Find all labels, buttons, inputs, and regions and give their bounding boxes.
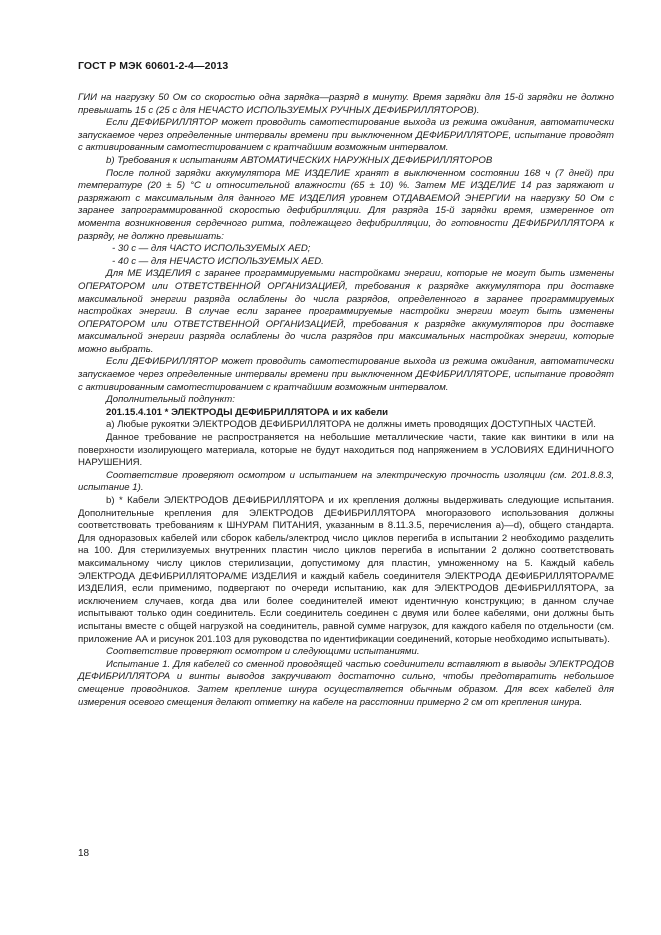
list-item: - 40 с — для НЕЧАСТО ИСПОЛЬЗУЕМЫХ AED. [112, 255, 324, 267]
paragraph-test-1: Испытание 1. Для кабелей со сменной проводящей частью соединители вставляют в выводы ЭЛЕКТРОДОВ ДЕФИБРИЛЛЯТОРА и винты выводов закручивают достаточно сильно, чтобы предотвратить небольшое смещение проводников. Затем крепление шнура осуществляется обычным образом. Для всех кабелей для измерения осевого смещения делают отметку на кабеле на расстоянии примерно 2 см от крепления шнура. [78, 658, 614, 708]
paragraph-additional-subclause: Дополнительный подпункт: [106, 394, 235, 406]
list-item: - 30 с — для ЧАСТО ИСПОЛЬЗУЕМЫХ AED; [112, 243, 311, 255]
document-body [78, 92, 614, 709]
paragraph-aed-charging: После полной зарядки аккумулятора МЕ ИЗДЕЛИЕ хранят в выключенном состоянии 168 ч (7 дней) при температуре (20 ± 5) °С и относительной влажности (65 ± 10) %. Затем МЕ ИЗДЕЛИЕ 14 раз заряжают и разряжают с максимальным для данного МЕ ИЗДЕЛИЯ уровнем ОТДАВАЕМОЙ ЭНЕРГИИ на нагрузку 50 Ом с заранее запрограммированной скоростью дефибрилляции. Для разряда 15-й зарядки время, измеренное от момента возникновения сердечного ритма, подлежащего дефибрилляции, до готовности ДЕФИБРИЛЛЯТОРА к разряду, не должно превышать: [78, 167, 614, 242]
paragraph-exception: Данное требование не распространяется на небольшие металлические части, такие как винтики в или на поверхности изолирующего материала, которые не будут находиться под напряжением в УСЛОВИЯХ ЕДИНИЧНОГО НАРУШЕНИЯ. [78, 432, 614, 469]
paragraph-self-test: Если ДЕФИБРИЛЛЯТОР может проводить самотестирование выхода из режима ожидания, автоматически запускаемое через определенные интервалы времени при выключенном ДЕФИБРИЛЛЯТОРЕ, испытание проводят с активированным самотестированием с кратчайшим возможным интервалом. [78, 117, 614, 154]
section-heading: 201.15.4.101 * ЭЛЕКТРОДЫ ДЕФИБРИЛЛЯТОРА и их кабели [106, 406, 389, 418]
paragraph-self-test-2: Если ДЕФИБРИЛЛЯТОР может проводить самотестирование выхода из режима ожидания, автоматически запускаемое через определенные интервалы времени при выключенном ДЕФИБРИЛЛЯТОРЕ, испытание проводят с активированным самотестированием с кратчайшим возможным интервалом. [78, 356, 614, 393]
paragraph-energy-settings: Для МЕ ИЗДЕЛИЯ с заранее программируемыми настройками энергии, которые не могут быть изменены ОПЕРАТОРОМ или ОТВЕТСТВЕННОЙ ОРГАНИЗАЦИЕЙ, требования к разрядке аккумулятора при доставке максимальной энергии разряда ослаблены до числа разрядов, определенного в заранее программируемых настройках энергии. В случае если заранее программируемые настройки энергии могут быть изменены ОПЕРАТОРОМ или ОТВЕТСТВЕННОЙ ОРГАНИЗАЦИЕЙ, требования к разрядке аккумуляторов при доставке максимальной энергии разряда ослаблены до числа разрядов при максимальных настройках энергии, которые можно выбрать. [78, 268, 614, 355]
paragraph-compliance-2: Соответствие проверяют осмотром и следующими испытаниями. [106, 646, 420, 658]
page-number: 18 [78, 848, 90, 859]
paragraph-item-a: а) Любые рукоятки ЭЛЕКТРОДОВ ДЕФИБРИЛЛЯТОРА не должны иметь проводящих ДОСТУПНЫХ ЧАСТЕЙ. [106, 419, 596, 431]
document-header: ГОСТ Р МЭК 60601-2-4—2013 [78, 60, 229, 72]
paragraph-continuation: ГИИ на нагрузку 50 Ом со скоростью одна зарядка—разряд в минуту. Время зарядки для 15-й зарядки не должно превышать 15 с (25 с для НЕЧАСТО ИСПОЛЬЗУЕМЫХ РУЧНЫХ ДЕФИБРИЛЛЯТОРОВ). [78, 92, 614, 116]
paragraph-item-b-cables: b) * Кабели ЭЛЕКТРОДОВ ДЕФИБРИЛЛЯТОРА и их крепления должны выдерживать следующие испытания. Дополнительные крепления для ЭЛЕКТРОДОВ ДЕФИБРИЛЛЯТОРА многоразового использования должны соответствовать требованиям к ШНУРАМ ПИТАНИЯ, указанным в 8.11.3.5, перечисления а)—d), общего стандарта. Для одноразовых кабелей или сборок кабель/электрод число циклов перегиба в испытании 2 необходимо разделить на 100. Для стерилизуемых внутренних пластин число циклов перегиба в испытании 2 должно соответствовать максимальному числу циклов стерилизации, допустимому для пластин, умноженному на 5. Каждый кабель ЭЛЕКТРОДА ДЕФИБРИЛЛЯТОРА/МЕ ИЗДЕЛИЯ и каждый кабель соединителя ЭЛЕКТРОДА ДЕФИБРИЛЛЯТОРА/МЕ ИЗДЕЛИЯ, если применимо, подвергают по очереди испытанию, как для ЭЛЕКТРОДОВ ДЕФИБРИЛЛЯТОРА, за исключением случаев, когда два или более соединителей имеют идентичную конструкцию; в данном случае испытывают только один соединитель. Если соединитель соединен с двумя или более кабелями, они должны быть испытаны вместе с общей нагрузкой на соединитель, равной сумме нагрузок, для каждого кабеля по отдельности (см. приложение АА и рисунок 201.103 для руководства по идентификации соединений, которые необходимо испытывать). [78, 495, 614, 645]
paragraph-compliance-1: Соответствие проверяют осмотром и испытанием на электрическую прочность изоляции (см. 201.8.8.3, испытание 1). [78, 469, 614, 494]
paragraph-item-b-heading: b) Требования к испытаниям АВТОМАТИЧЕСКИХ НАРУЖНЫХ ДЕФИБРИЛЛЯТОРОВ [106, 154, 493, 166]
